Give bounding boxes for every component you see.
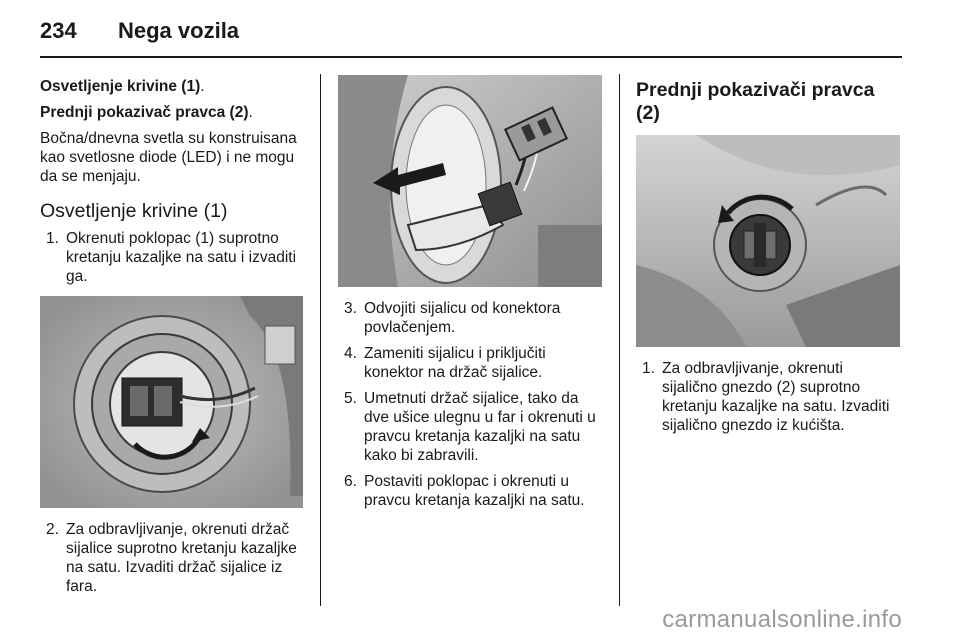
step-number: 1.: [46, 230, 59, 247]
intro-cornering-light: Osvetljenje krivine (1): [40, 78, 201, 95]
column-2: [338, 75, 602, 517]
intro-suffix: .: [200, 78, 205, 95]
step-text: Postaviti poklopac i okrenuti u pravcu kretanja kazaljki na satu.: [364, 473, 585, 509]
figure-bulb-removal: [338, 75, 602, 287]
page-title: Nega vozila: [118, 18, 240, 43]
page-number: 234: [40, 18, 77, 43]
steps-list-4: [636, 359, 902, 435]
step-text: Odvojiti sijalicu od konektora povlačenjem.: [364, 300, 561, 336]
step-text: Za odbravljivanje, okrenuti držač sijalice suprotno kretanju kazaljke na satu. Izvaditi držač sijalice iz fara.: [66, 521, 297, 595]
column-divider-1: [320, 74, 321, 606]
intro-line-1: [40, 77, 306, 96]
intro-turn-signal: Prednji pokazivač pravca (2): [40, 104, 249, 121]
section-heading-turn-signals: Prednji pokazivači pravca (2): [636, 79, 875, 124]
step-number: 2.: [46, 521, 59, 538]
figure-socket-removal: [636, 135, 902, 347]
step-item: [338, 299, 602, 337]
steps-list-2: [40, 520, 306, 596]
socket-removal-illustration: [636, 135, 900, 347]
step-item: [338, 472, 602, 510]
intro-paragraph: Bočna/dnevna svetla su konstruisana kao svetlosne diode (LED) i ne mogu da se menjaju.: [40, 130, 297, 185]
step-text: Okrenuti poklopac (1) suprotno kretanju kazaljke na satu i izvaditi ga.: [66, 230, 297, 285]
step-item: [636, 359, 902, 435]
intro-suffix: .: [248, 104, 253, 121]
steps-list-1: [40, 229, 306, 286]
step-number: 4.: [344, 345, 357, 362]
intro-line-2: [40, 103, 306, 122]
watermark: carmanualsonline.info: [662, 606, 902, 633]
bulb-removal-illustration: [338, 75, 602, 287]
figure-cover-removal: [40, 296, 306, 508]
header-rule: [40, 56, 902, 58]
section-heading-cornering: Osvetljenje krivine (1): [40, 200, 228, 222]
step-text: Umetnuti držač sijalice, tako da dve ušice ulegnu u far i okrenuti u pravcu kretanja kazaljki na satu kako bi zabravili.: [364, 390, 596, 464]
step-number: 6.: [344, 473, 357, 490]
step-number: 3.: [344, 300, 357, 317]
column-divider-2: [619, 74, 620, 606]
step-text: Zameniti sijalicu i priključiti konektor na držač sijalice.: [364, 345, 546, 381]
column-1: [40, 77, 306, 603]
page-header: [40, 18, 902, 60]
steps-list-3: [338, 299, 602, 510]
step-number: 1.: [642, 360, 655, 377]
step-item: [40, 229, 306, 286]
step-number: 5.: [344, 390, 357, 407]
step-item: [338, 344, 602, 382]
headlamp-cover-illustration: [40, 296, 303, 508]
step-item: [338, 389, 602, 465]
column-3: [636, 75, 902, 442]
step-text: Za odbravljivanje, okrenuti sijalično gnezdo (2) suprotno kretanju kazaljke na satu. Izvaditi sijalično gnezdo iz kućišta.: [662, 360, 890, 434]
step-item: [40, 520, 306, 596]
